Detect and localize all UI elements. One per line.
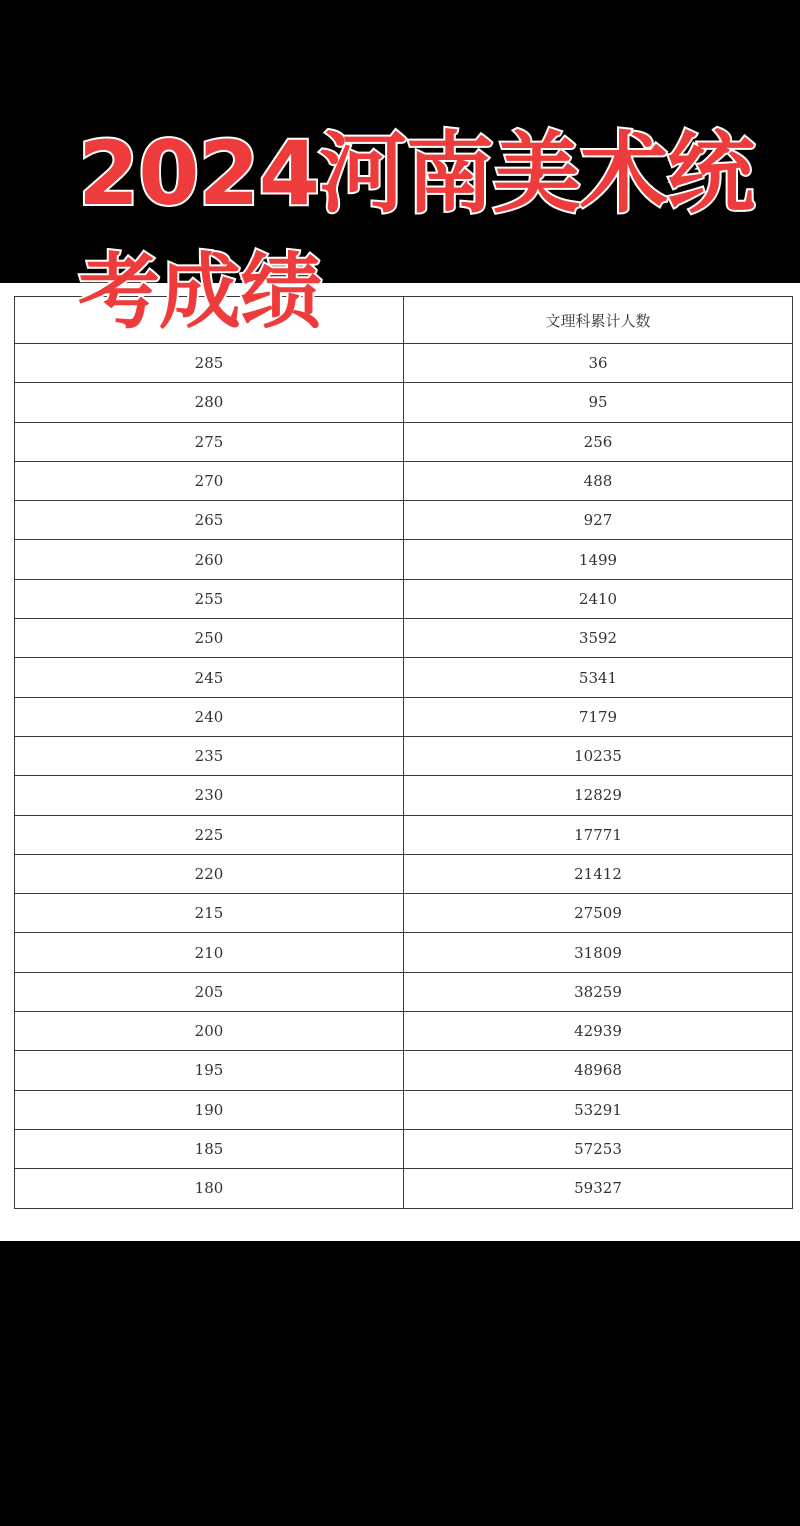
score-cell: 180 — [15, 1169, 404, 1208]
table-row — [15, 658, 793, 697]
table-row — [15, 776, 793, 815]
table-row — [15, 736, 793, 775]
cumulative-count-cell: 1499 — [404, 540, 793, 579]
table-row — [15, 972, 793, 1011]
cumulative-count-cell: 2410 — [404, 579, 793, 618]
score-cell: 230 — [15, 776, 404, 815]
score-cell: 240 — [15, 697, 404, 736]
cumulative-count-cell: 36 — [404, 344, 793, 383]
cumulative-count-cell: 7179 — [404, 697, 793, 736]
score-sheet — [0, 283, 800, 1241]
cumulative-count-cell: 488 — [404, 461, 793, 500]
score-cell: 195 — [15, 1051, 404, 1090]
cumulative-count-cell: 59327 — [404, 1169, 793, 1208]
cumulative-count-cell: 927 — [404, 501, 793, 540]
cumulative-count-cell: 12829 — [404, 776, 793, 815]
table-row — [15, 422, 793, 461]
table-row — [15, 383, 793, 422]
cumulative-count-cell: 256 — [404, 422, 793, 461]
score-cell: 260 — [15, 540, 404, 579]
page-title-line-1: 2024河南美术统 — [78, 122, 754, 225]
table-row — [15, 894, 793, 933]
table-row — [15, 854, 793, 893]
score-cell: 210 — [15, 933, 404, 972]
table-row — [15, 1169, 793, 1208]
score-cell: 265 — [15, 501, 404, 540]
cumulative-count-cell: 95 — [404, 383, 793, 422]
table-row — [15, 1051, 793, 1090]
cumulative-count-cell: 48968 — [404, 1051, 793, 1090]
table-row — [15, 344, 793, 383]
score-table — [14, 296, 793, 1209]
cumulative-count-cell: 53291 — [404, 1090, 793, 1129]
cumulative-count-cell: 38259 — [404, 972, 793, 1011]
table-row — [15, 933, 793, 972]
score-cell: 250 — [15, 619, 404, 658]
table-row — [15, 501, 793, 540]
score-cell: 185 — [15, 1129, 404, 1168]
table-row — [15, 540, 793, 579]
table-row — [15, 461, 793, 500]
cumulative-count-cell: 10235 — [404, 736, 793, 775]
score-cell: 285 — [15, 344, 404, 383]
score-cell: 205 — [15, 972, 404, 1011]
table-row — [15, 1129, 793, 1168]
score-cell: 275 — [15, 422, 404, 461]
table-row — [15, 697, 793, 736]
score-cell: 235 — [15, 736, 404, 775]
score-cell: 270 — [15, 461, 404, 500]
cumulative-count-cell: 42939 — [404, 1012, 793, 1051]
cumulative-count-cell: 5341 — [404, 658, 793, 697]
table-row — [15, 579, 793, 618]
score-cell: 255 — [15, 579, 404, 618]
table-row — [15, 1012, 793, 1051]
cumulative-count-cell: 3592 — [404, 619, 793, 658]
cumulative-count-cell: 21412 — [404, 854, 793, 893]
table-row — [15, 619, 793, 658]
cumulative-count-cell: 31809 — [404, 933, 793, 972]
score-cell: 215 — [15, 894, 404, 933]
score-cell: 200 — [15, 1012, 404, 1051]
score-cell: 225 — [15, 815, 404, 854]
score-cell: 190 — [15, 1090, 404, 1129]
score-cell: 220 — [15, 854, 404, 893]
page-title-line-2: 考成绩 — [78, 245, 322, 340]
cumulative-count-cell: 17771 — [404, 815, 793, 854]
cumulative-count-cell: 27509 — [404, 894, 793, 933]
cumulative-count-cell: 57253 — [404, 1129, 793, 1168]
table-row — [15, 1090, 793, 1129]
score-cell: 245 — [15, 658, 404, 697]
header-cumulative-count: 文理科累计人数 — [404, 297, 793, 344]
score-cell: 280 — [15, 383, 404, 422]
table-row — [15, 815, 793, 854]
